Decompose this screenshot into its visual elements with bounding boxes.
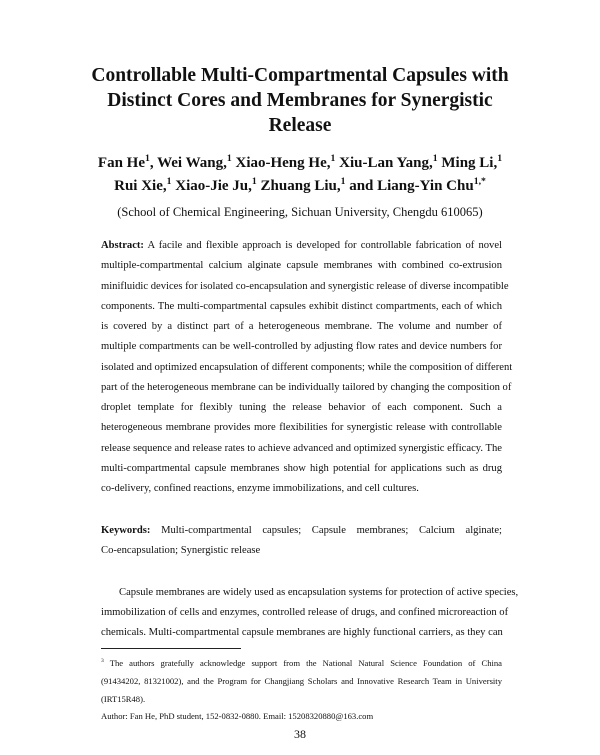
abstract-text: release sequence and release rates to achieve advanced and optimized synergistic efficacy. The [101, 442, 502, 454]
abstract-text: is covered by a distinct part of a heterogeneous membrane. The volume and number of [101, 321, 502, 332]
author-name: Fan He [97, 155, 145, 171]
affiliation: (School of Chemical Engineering, Sichuan University, Chengdu 610065) [117, 205, 483, 219]
authors-line-2 [0, 176, 600, 195]
abstract-text: multiple compartments can be well-controlled by adjusting flow rates and device numbers for [101, 341, 502, 353]
footnote-line-1 [101, 658, 502, 668]
author-affiliation-mark: 1 [166, 176, 172, 187]
abstract-text: A facile and flexible approach is developed for controllable fabrication of novel [147, 240, 502, 251]
abstract-line [101, 443, 502, 454]
abstract-line [101, 402, 502, 413]
footnote-text: The authors gratefully acknowledge support from the National Natural Science Foundation of China [109, 658, 502, 668]
author-name: and Liang-Yin Chu [345, 178, 474, 194]
abstract-line [101, 321, 502, 332]
abstract-text: co-delivery, confined reactions, enzyme immobilizations, and cell cultures. [101, 483, 419, 494]
footnote-author: Author: Fan He, PhD student, 152-0832-0880. Email: 15208320880@163.com [101, 711, 374, 721]
author-affiliation-mark: 1 [145, 153, 150, 164]
keywords-text: Multi-compartmental capsules; Capsule membranes; Calcium alginate; [161, 525, 502, 536]
abstract-text: multiple-compartmental calcium alginate capsule membranes with combined co-extrusion [101, 260, 502, 272]
abstract-text: multi-compartmental capsule membranes show high potential for applications such as drug [101, 462, 502, 474]
abstract-line [101, 361, 513, 373]
abstract-label: Abstract: [101, 240, 144, 251]
abstract-line [101, 483, 502, 494]
author-affiliation-mark: 1 [251, 176, 257, 187]
abstract-text: heterogeneous membrane provides more flexibilities for synergistic release with controllable [101, 422, 502, 434]
authors-line-1 [0, 153, 600, 172]
author-name: Rui Xie, [114, 178, 167, 194]
body-line-1: Capsule membranes are widely used as encapsulation systems for protection of active species, [119, 587, 519, 598]
abstract-line [101, 422, 502, 433]
abstract-line [101, 260, 502, 271]
abstract-text: isolated and optimized encapsulation of different components; while the composition of different [101, 361, 513, 373]
abstract-line [101, 240, 502, 251]
footnote-divider [101, 648, 241, 649]
abstract-line [101, 381, 512, 393]
keywords-line-2: Co-encapsulation; Synergistic release [101, 545, 261, 556]
footnote-mark: 3 [101, 658, 104, 665]
keywords-line-1 [101, 525, 502, 536]
title-line-2: Distinct Cores and Membranes for Synergistic [107, 90, 493, 111]
abstract-line [101, 341, 502, 352]
author-name: Ming Li, [437, 155, 498, 171]
body-line-2: immobilization of cells and enzymes, controlled release of drugs, and confined microreaction of [101, 607, 509, 618]
footnote-line-3: (IRT15R48). [101, 694, 146, 704]
keywords-label: Keywords: [101, 525, 151, 536]
title-line-3: Release [268, 115, 332, 136]
author-name: Xiu-Lan Yang, [335, 155, 433, 171]
abstract-line [101, 463, 502, 474]
footnote-line-2: (91434202, 81321002), and the Program for Changjiang Scholars and Innovative Research Team in University [101, 676, 502, 686]
page-number: 38 [294, 727, 306, 741]
abstract-text: part of the heterogeneous membrane can be individually tailored by changing the composition of [101, 381, 512, 393]
abstract-line [101, 280, 509, 292]
title-line-1: Controllable Multi-Compartmental Capsules with [91, 65, 509, 86]
author-name: Xiao-Jie Ju, [171, 178, 252, 194]
author-affiliation-mark: 1,* [473, 176, 486, 187]
abstract-text: minifluidic devices for isolated co-encapsulation and synergistic release of diverse incompatible [101, 280, 509, 292]
author-affiliation-mark: 1 [497, 153, 503, 164]
abstract-text: droplet template for flexibly tuning the release behavior of each component. Such a [101, 402, 502, 413]
author-name: Xiao-Heng He, [231, 155, 331, 171]
author-affiliation-mark: 1 [432, 153, 438, 164]
author-name: Zhuang Liu, [256, 178, 341, 194]
abstract-line [101, 301, 502, 312]
body-line-3: chemicals. Multi-compartmental capsule membranes are highly functional carriers, as they can [101, 627, 503, 638]
author-name: , Wei Wang, [149, 155, 227, 171]
abstract-text: components. The multi-compartmental capsules exhibit distinct compartments, each of which [101, 300, 502, 312]
author-affiliation-mark: 1 [330, 153, 336, 164]
author-affiliation-mark: 1 [226, 153, 232, 164]
author-affiliation-mark: 1 [340, 176, 346, 187]
